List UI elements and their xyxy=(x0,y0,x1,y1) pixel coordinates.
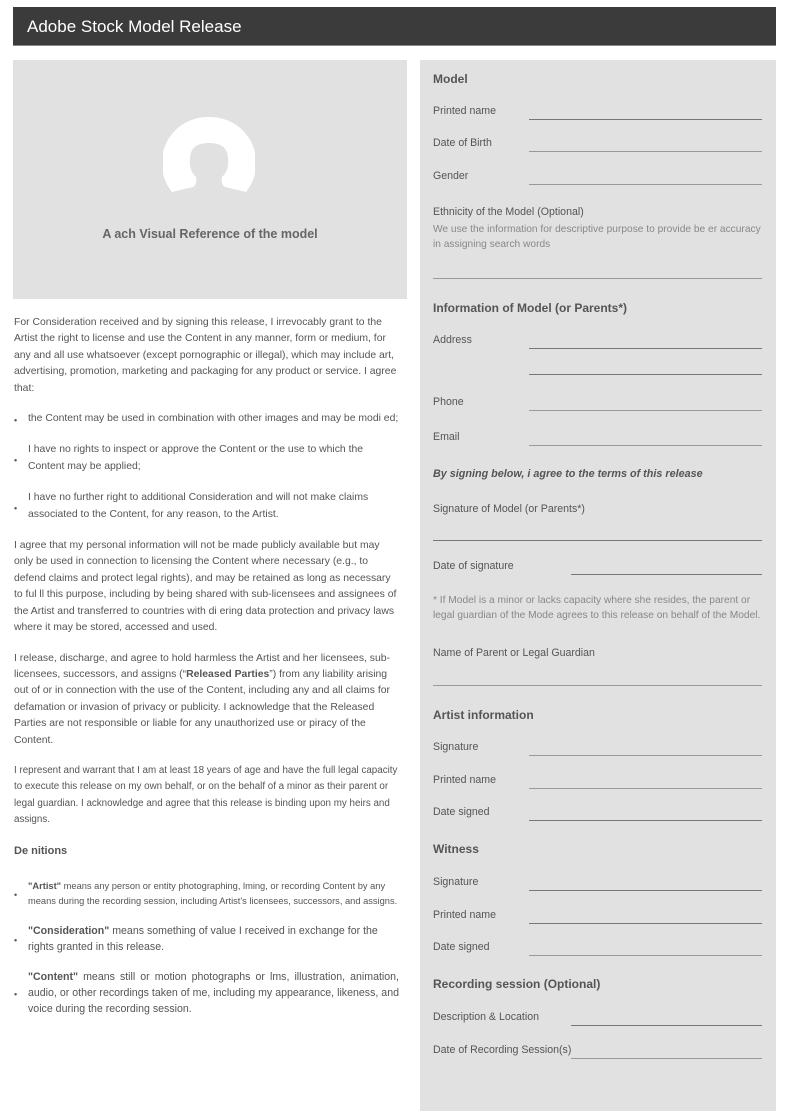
privacy-paragraph: I agree that my personal information will not be made publicly available but may only be used in connection to licensing the Content where necessary (e.g., to defend claims and protect legal rights), and may be retained as long as necessary to ful ll this purpose, including by being shared with sub-licensees and assignees of the Artist and transferred to countries with di ering data protection and privacy laws where it may be stored, accessed and used. xyxy=(14,540,397,634)
recording-description-field[interactable]: Description & Location xyxy=(433,1006,762,1026)
definition-consideration: • "Consideration" means something of value I received in exchange for the rights granted in this release. xyxy=(14,924,378,953)
guardian-label: Name of Parent or Legal Guardian xyxy=(433,647,595,659)
release-form-panel xyxy=(420,60,776,1111)
section-title-recording: Recording session (Optional) xyxy=(433,977,601,991)
ethnicity-note: We use the information for descriptive purpose to provide be er accuracy in assigning search words xyxy=(433,224,761,250)
address-line-2-field[interactable] xyxy=(433,355,762,375)
definitions-list xyxy=(14,879,399,1017)
phone-field[interactable]: Phone xyxy=(433,391,762,411)
ethnicity-input[interactable] xyxy=(433,278,762,279)
ethnicity-label: Ethnicity of the Model (Optional) xyxy=(433,206,584,218)
list-item: • I have no rights to inspect or approve the Content or the use to which the Content may be applied; xyxy=(14,444,364,472)
witness-date-signed-field[interactable]: Date signed xyxy=(433,936,762,956)
section-title-model: Model xyxy=(433,72,468,86)
definitions-heading: De nitions xyxy=(14,844,68,857)
artist-date-signed-field[interactable]: Date signed xyxy=(433,801,762,821)
section-title-artist: Artist information xyxy=(433,708,534,722)
list-item: • the Content may be used in combination with other images and may be modi ed; xyxy=(14,413,399,426)
warrant-paragraph: I represent and warrant that I am at least 18 years of age and have the full legal capacity to execute this release on my own behalf, or on the behalf of a minor as their parent or legal guardian. I acknowledge and agree that this release is binding upon my heirs and assigns. xyxy=(14,764,398,826)
agree-note: By signing below, i agree to the terms of this release xyxy=(433,468,703,480)
artist-signature-field[interactable]: Signature xyxy=(433,736,762,756)
witness-printed-name-field[interactable]: Printed name xyxy=(433,904,762,924)
model-dob-field[interactable]: Date of Birth xyxy=(433,132,762,152)
guardian-input[interactable] xyxy=(433,685,762,686)
definition-artist: • "Artist" means any person or entity photographing, lming, or recording Content by any means during the recording session, including Artist's licensees, successors, and assigns. xyxy=(14,880,398,906)
artist-printed-name-field[interactable]: Printed name xyxy=(433,769,762,789)
model-photo-placeholder[interactable] xyxy=(13,60,407,299)
address-field[interactable]: Address xyxy=(433,329,762,349)
definition-content: • "Content" means still or motion photographs or lms, illustration, animation, audio, or other recordings taken of me, including my appearance, likeness, and voice during the recording session. xyxy=(14,970,399,1015)
recording-date-field[interactable]: Date of Recording Session(s) xyxy=(433,1039,762,1059)
release-terms xyxy=(14,315,399,1031)
agreement-list xyxy=(14,411,399,523)
intro-paragraph: For Consideration received and by signing this release, I irrevocably grant to the Artist the right to license and use the Content in any manner, form or medium, for any and all use whatsoever (except pornographic or illegal), which may include art, advertising, promotion, marketing and packaging for any product or service. I agree that: xyxy=(14,317,397,394)
release-paragraph: I release, discharge, and agree to hold harmless the Artist and her licensees, sub-licensees, successors, and assigns (“Released Parties”) from any liability arising out of or in connection with the use of the Content, including any and all claims for defamation or invasion of privacy or publicity. I acknowledge that the Released Parties are not responsible or liable for any unauthorized use or piracy of the Content. xyxy=(14,652,391,746)
model-printed-name-field[interactable]: Printed name xyxy=(433,100,762,120)
minor-note: * If Model is a minor or lacks capacity where she resides, the parent or legal guardian of the Mode agrees to this release on behalf of the Model. xyxy=(433,595,761,621)
page-title: Adobe Stock Model Release xyxy=(27,17,242,36)
section-title-witness: Witness xyxy=(433,842,479,856)
model-signature-label: Signature of Model (or Parents*) xyxy=(433,503,585,515)
page-header xyxy=(13,7,776,46)
model-signature-input[interactable] xyxy=(433,540,762,541)
email-field[interactable]: Email xyxy=(433,426,762,446)
user-silhouette-icon xyxy=(163,117,255,199)
section-title-info: Information of Model (or Parents*) xyxy=(433,301,628,315)
model-gender-field[interactable]: Gender xyxy=(433,165,762,185)
witness-signature-field[interactable]: Signature xyxy=(433,871,762,891)
date-of-signature-field[interactable]: Date of signature xyxy=(433,555,762,575)
list-item: • I have no further right to additional Consideration and will not make claims associated to the Content, for any reason, to the Artist. xyxy=(14,492,369,520)
photo-caption: A ach Visual Reference of the model xyxy=(102,227,318,241)
